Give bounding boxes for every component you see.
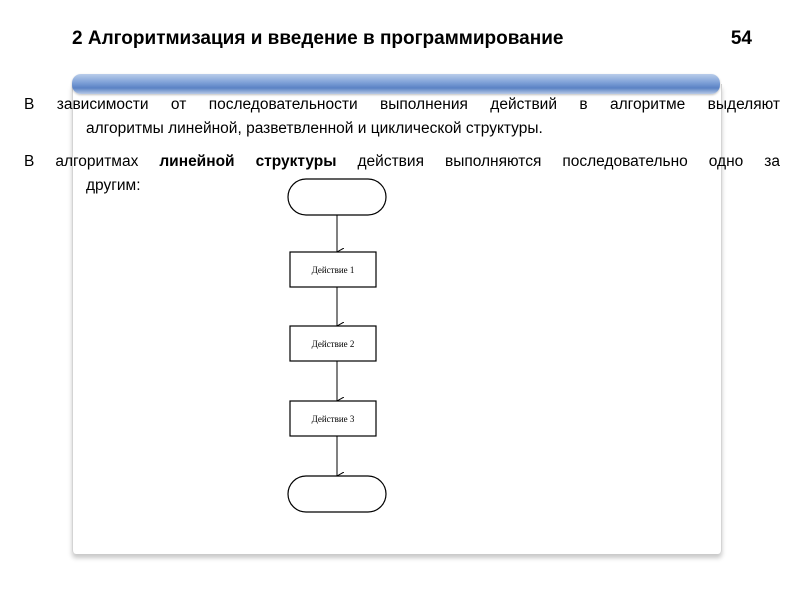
slide-title: 2 Алгоритмизация и введение в программирование (72, 28, 564, 49)
flowchart-start-terminal (288, 179, 386, 215)
paragraph-linear-line2: другим: (86, 177, 141, 194)
paragraph-linear-text-a: В алгоритмах (24, 153, 160, 170)
page-number: 54 (730, 28, 752, 49)
paragraph-structures (24, 93, 780, 141)
linear-flowchart (270, 170, 410, 520)
flowchart-step-2-label: Действие 2 (311, 339, 355, 349)
paragraph-linear-bold: линейной структуры (159, 153, 337, 170)
slide-title-bar (72, 24, 752, 54)
paragraph-structures-line2: алгоритмы линейной, разветвленной и циклической структуры. (86, 120, 543, 137)
flowchart-step-3-label: Действие 3 (311, 414, 355, 424)
flowchart-end-terminal (288, 476, 386, 512)
card-header-bar (72, 74, 720, 94)
paragraph-linear-text-b: действия выполняются последовательно одно за (336, 153, 780, 170)
paragraph-structures-line1: В зависимости от последовательности выполнения действий в алгоритме выделяют (24, 96, 780, 113)
flowchart-step-1-label: Действие 1 (311, 265, 355, 275)
